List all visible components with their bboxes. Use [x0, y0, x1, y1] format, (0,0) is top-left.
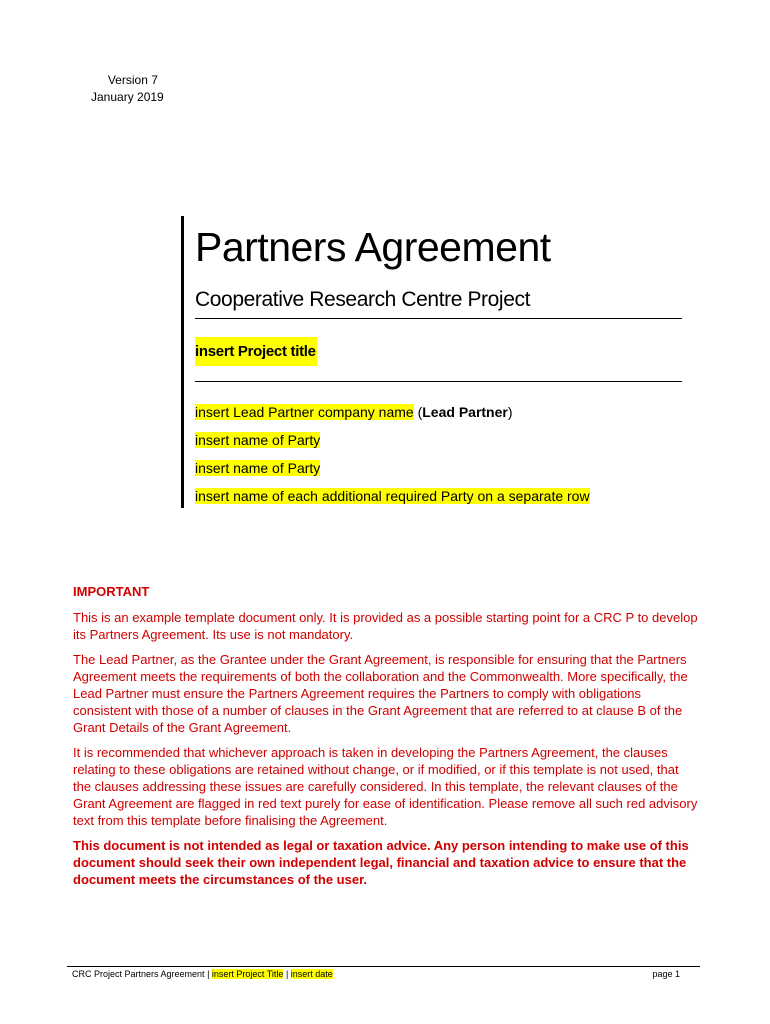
footer-separator: | — [204, 969, 212, 979]
notice-paragraph-1: This is an example template document only. It is provided as a possible starting point for a CRC P to develop its Partners Agreement. Its use is not mandatory. — [73, 610, 698, 643]
version-date: January 2019 — [91, 90, 164, 104]
notice-paragraph-2: The Lead Partner, as the Grantee under the Grant Agreement, is responsible for ensuring that the Partners Agreement meets the requirements of both the collaboration and the Commonwealth. More specifically, the Lead Partner must ensure the Partners Agreement requires the Partners to comply with obligations consistent with those of a number of clauses in the Grant Agreement that are referred to at clause B of the Grant Details of the Grant Agreement. — [73, 651, 688, 736]
party-line-1 — [195, 429, 320, 451]
footer-project-title-placeholder[interactable]: insert Project Title — [211, 969, 284, 979]
notice-paragraph-3: It is recommended that whichever approach is taken in developing the Partners Agreement, the clauses relating to these obligations are retained without change, or if modified, or if this template is not used, that the clauses addressing these issues are carefully considered. In this template, the relevant clauses of the Grant Agreement are flagged in red text purely for ease of identification. Please remove all such red advisory text from this template before finalising the Agreement. — [73, 744, 698, 829]
footer-divider — [67, 966, 700, 967]
divider-bottom — [195, 381, 682, 382]
notice-heading: IMPORTANT — [73, 584, 150, 599]
footer-doc-name: CRC Project Partners Agreement — [72, 969, 205, 979]
document-title: Partners Agreement — [195, 224, 551, 270]
footer-separator: | — [283, 969, 291, 979]
footer-date-placeholder[interactable]: insert date — [290, 969, 333, 979]
lead-partner-placeholder[interactable]: insert Lead Partner company name — [195, 404, 414, 420]
lead-partner-close: ) — [507, 404, 513, 420]
version-label: Version 7 — [107, 73, 158, 87]
project-title-placeholder[interactable]: insert Project title — [195, 337, 317, 366]
divider-top — [195, 318, 682, 319]
cover-title-block — [181, 216, 684, 508]
party-line-3 — [195, 485, 590, 507]
page-footer — [72, 969, 680, 980]
party-3-placeholder[interactable]: insert name of each additional required Party on a separate row — [195, 488, 590, 504]
lead-partner-label: Lead Partner — [422, 404, 508, 420]
lead-partner-open: ( — [413, 404, 423, 420]
important-notice — [73, 583, 698, 895]
party-line-2 — [195, 457, 320, 479]
party-2-placeholder[interactable]: insert name of Party — [195, 460, 321, 476]
notice-disclaimer: This document is not intended as legal or taxation advice. Any person intending to make use of this document should seek their own independent legal, financial and taxation advice to ensure that the document meets the circumstances of the user. — [73, 837, 689, 888]
page-number: page 1 — [652, 969, 680, 979]
lead-partner-line — [195, 401, 513, 423]
document-subtitle: Cooperative Research Centre Project — [195, 288, 531, 311]
version-block — [91, 72, 164, 106]
party-1-placeholder[interactable]: insert name of Party — [195, 432, 321, 448]
